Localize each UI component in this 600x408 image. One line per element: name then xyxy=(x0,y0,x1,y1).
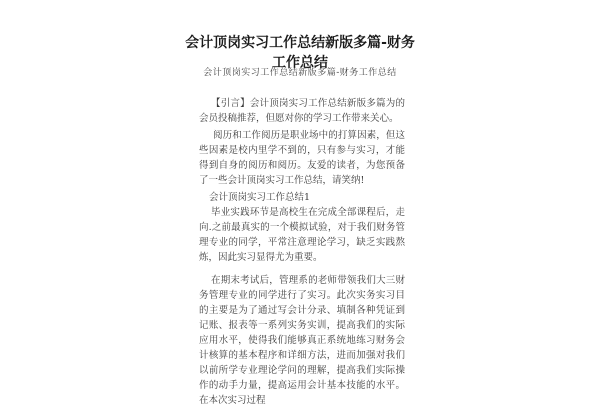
section-heading: 会计顶岗实习工作总结1 xyxy=(209,192,311,203)
body-paragraph-1: 毕业实践环节是高校生在完成全部课程后，走向.之前最真实的一个模拟试验，对于我们财务管理专业的同学，平常注意理论学习，缺乏实践熬炼，因此实习显得尤为重要。 xyxy=(199,207,405,263)
intro-paragraph: 【引言】会计顶岗实习工作总结新版多篇为的会员投稿推荐，但愿对你的学习工作带来关心。 xyxy=(199,98,405,124)
intro-paragraph-2: 阅历和工作阅历是职业场中的打算因素，但这些因素是校内里学不到的，只有参与实习，才能得到自身的阅历和阅历。友爱的读者，为您预备了一些会计顶岗实习工作总结，请笑纳! xyxy=(199,130,405,186)
document-title: 会计顶岗实习工作总结新版多篇-财务工作总结 xyxy=(185,35,415,71)
document-body xyxy=(199,96,405,408)
body-paragraph-2: 在期末考试后，管理系的老师带领我们大三财务管理专业的同学进行了实习。此次实务实习目的主要是为了通过写会计分录、填制各种凭证到记账、报表等一系列实务实训，提高我们的实际应用水平，使得我们能够真正系统地练习财务会计核算的基本程序和详细方法，进而加强对我们以前所学专业理论学问的理解，提高我们实际操作的动手力量，提高运用会计基本技能的水平。在本次实习过程 xyxy=(199,275,405,406)
document-subtitle: 会计顶岗实习工作总结新版多篇-财务工作总结 xyxy=(203,68,397,78)
